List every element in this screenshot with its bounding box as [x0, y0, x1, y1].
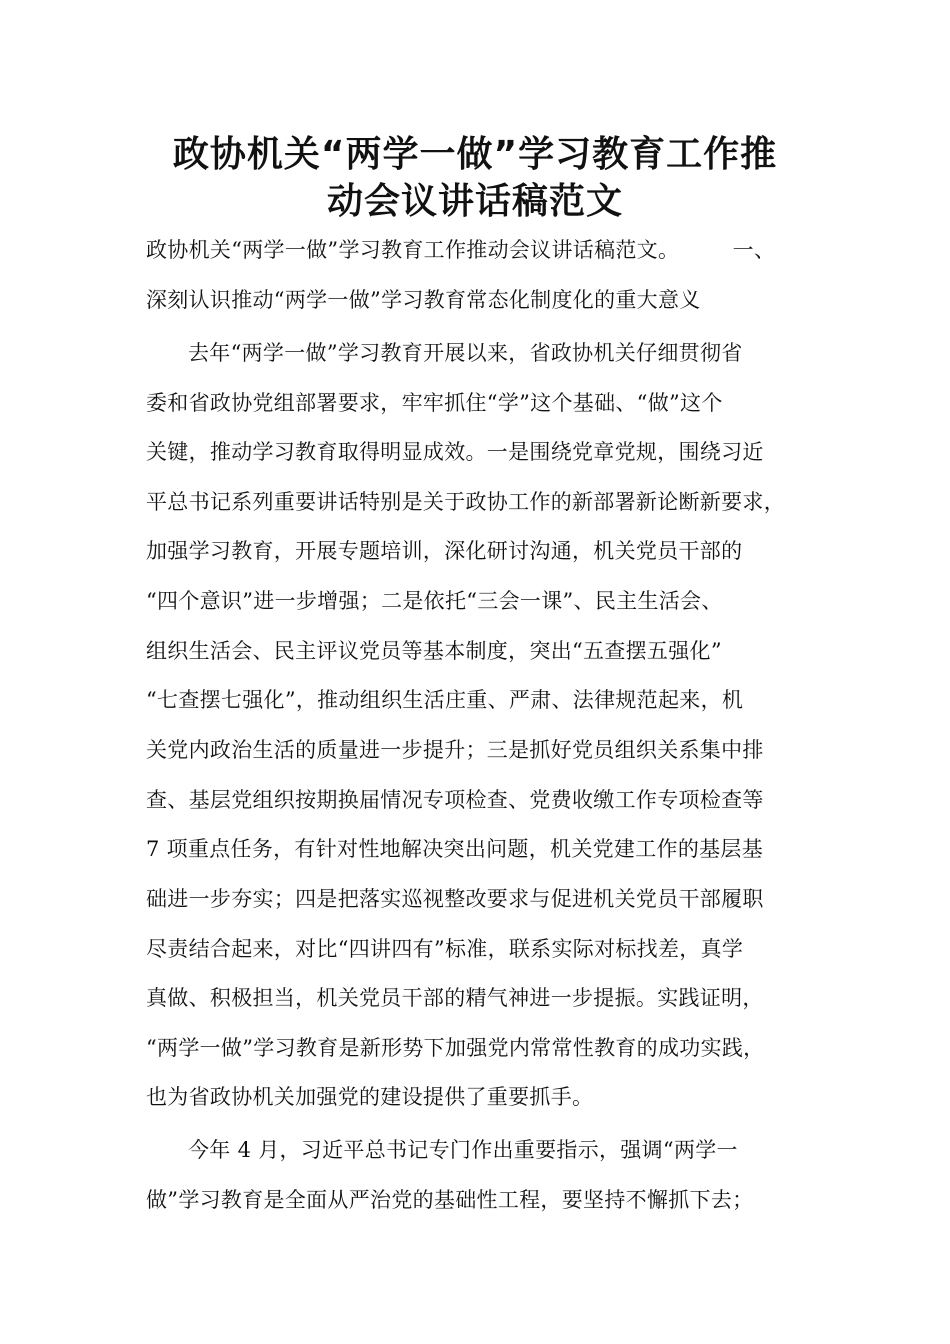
- body-line: 深刻认识推动“两学一做”学习教育常态化制度化的重大意义: [146, 288, 701, 312]
- body-line: 础进一步夯实；四是把落实巡视整改要求与促进机关党员干部履职: [146, 887, 764, 911]
- paragraph-start-line: 去年“两学一做”学习教育开展以来，省政协机关仔细贯彻省: [188, 341, 743, 365]
- body-line: “四个意识”进一步增强；二是依托“三会一课”、民主生活会、: [146, 589, 723, 613]
- document-title-line-2: 动会议讲话稿范文: [326, 181, 623, 222]
- body-line: 政协机关“两学一做”学习教育工作推动会议讲话稿范文。 一、: [146, 238, 776, 262]
- document-title-line-1: 政协机关“两学一做”学习教育工作推: [172, 134, 778, 175]
- body-line: 也为省政协机关加强党的建设提供了重要抓手。: [146, 1085, 594, 1109]
- body-line: 真做、积极担当，机关党员干部的精气神进一步提振。实践证明，: [146, 986, 764, 1010]
- body-line: “七查摆七强化”，推动组织生活庄重、严肃、法律规范起来，机: [146, 688, 744, 712]
- body-line: 7 项重点任务，有针对性地解决突出问题，机关党建工作的基层基: [146, 837, 764, 861]
- body-line: 委和省政协党组部署要求，牢牢抓住“学”这个基础、“做”这个: [146, 391, 723, 415]
- body-line: “两学一做”学习教育是新形势下加强党内常常性教育的成功实践，: [146, 1036, 765, 1060]
- body-line: 做”学习教育是全面从严治党的基础性工程，要坚持不懈抓下去；: [146, 1188, 754, 1212]
- body-line: 尽责结合起来，对比“四讲四有”标准，联系实际对标找差，真学: [146, 937, 744, 961]
- body-line: 查、基层党组织按期换届情况专项检查、党费收缴工作专项检查等: [146, 788, 764, 812]
- body-line: 加强学习教育，开展专题培训，深化研讨沟通，机关党员干部的: [146, 539, 743, 563]
- body-line: 关党内政治生活的质量进一步提升；三是抓好党员组织关系集中排: [146, 738, 764, 762]
- paragraph-start-line: 今年 4 月，习近平总书记专门作出重要指示，强调“两学一: [188, 1138, 738, 1162]
- body-line: 组织生活会、民主评议党员等基本制度，突出“五查摆五强化”: [146, 639, 722, 663]
- body-line: 关键，推动学习教育取得明显成效。一是围绕党章党规，围绕习近: [146, 440, 764, 464]
- body-line: 平总书记系列重要讲话特别是关于政协工作的新部署新论断新要求，: [146, 490, 785, 514]
